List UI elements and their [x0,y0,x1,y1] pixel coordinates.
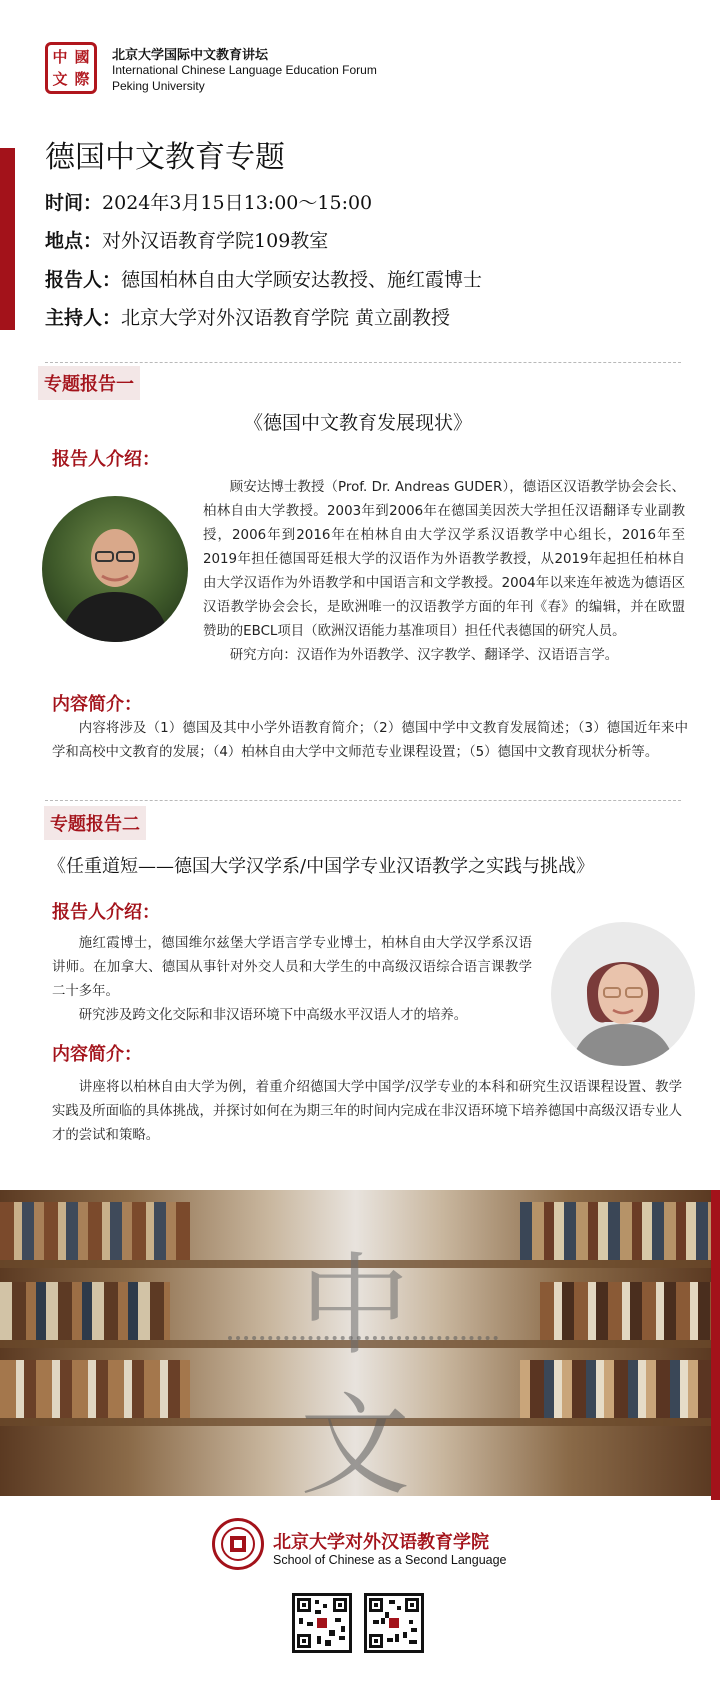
host-label: 主持人： [45,307,122,329]
event-host [45,303,450,330]
qr-code-icon [292,1593,352,1653]
logo-char: 文 [52,70,68,88]
report1-tag: 专题报告一 [38,366,140,400]
forum-name-en-line1: International Chinese Language Education Forum [112,63,377,77]
event-time [45,188,372,215]
right-accent-bar [711,1190,720,1500]
speaker2-photo [551,922,695,1066]
report2-bio [52,932,532,1028]
report1-bio [203,476,685,668]
speaker1-photo [42,496,188,642]
event-place [45,226,328,253]
report2-summary-heading: 内容简介： [52,1044,142,1065]
event-speaker [45,265,482,292]
logo-char: 國 [74,48,90,66]
school-name-cn: 北京大学对外汉语教育学院 [273,1532,489,1553]
page-title: 德国中文教育专题 [45,140,285,175]
report2-title: 《任重道短——德国大学汉学系/中国学专业汉语教学之实践与挑战》 [48,856,595,877]
speaker-value: 德国柏林自由大学顾安达教授、施红霞博士 [121,269,483,291]
qr-code-icon [364,1593,424,1653]
place-value: 对外汉语教育学院109教室 [102,230,329,252]
logo-char: 中 [52,48,68,66]
report2-summary-text: 讲座将以柏林自由大学为例，着重介绍德国大学中国学/汉学专业的本科和研究生汉语课程设置、教学实践及所面临的具体挑战，并探讨如何在为期三年的时间内完成在非汉语环境下培养德国中高级汉语专业人才的尝试和策略。 [52,1080,682,1143]
banner-char-wen: 文 [300,1382,410,1496]
banner-char-zhong: 中 [300,1242,410,1370]
report1-bio-text: 顾安达博士教授（Prof. Dr. Andreas GUDER），德语区汉语教学协会会长、柏林自由大学教授。2003年到2006年在德国美因茨大学担任汉语翻译专业副教授，2006年到2016年在柏林自由大学汉学系汉语教学中心组长，2016年至2019年担任德国哥廷根大学的汉语作为外语教学教授，从2019年起担任柏林自由大学汉语作为外语教学和中国语言和文学教授。2004年以来连年被选为德语区汉语教学协会会长，是欧洲唯一的汉语教学方面的年刊《春》的编辑，并在欧盟赞助的EBCL项目（欧洲汉语能力基准项目）担任代表德国的研究人员。 [203,480,685,639]
report2-bio-text: 施红霞博士，德国维尔兹堡大学语言学专业博士，柏林自由大学汉学系汉语讲师。在加拿大、德国从事针对外交人员和大学生的中高级汉语综合语言课教学二十多年。 [52,936,532,999]
report2-tag: 专题报告二 [44,806,146,840]
left-accent-bar [0,148,15,330]
forum-name-cn: 北京大学国际中文教育讲坛 [112,48,269,63]
report1-bio-heading: 报告人介绍： [52,449,160,470]
forum-logo [45,42,97,94]
speaker-label: 报告人： [45,269,122,291]
host-value: 北京大学对外汉语教育学院 黄立副教授 [121,307,451,329]
report1-title: 《德国中文教育发展现状》 [244,412,473,434]
banner-brush-stroke [228,1336,498,1340]
school-name-en: School of Chinese as a Second Language [273,1553,507,1567]
report1-research: 研究方向：汉语作为外语教学、汉字教学、翻译学、汉语语言学。 [229,648,619,663]
report2-summary [52,1076,682,1148]
divider [45,800,681,801]
report2-bio-heading: 报告人介绍： [52,902,160,923]
report1-summary-heading: 内容简介： [52,694,142,715]
forum-name-en-line2: Peking University [112,79,205,93]
report1-summary-text: 内容将涉及（1）德国及其中小学外语教育简介；（2）德国中学中文教育发展简述；（3）德国近年来中学和高校中文教育的发展；（4）柏林自由大学中文师范专业课程设置；（5）德国中文教育现状分析等。 [52,721,688,760]
report1-summary [52,717,688,765]
forum-name-en [112,62,377,94]
report2-research: 研究涉及跨文化交际和非汉语环境下中高级水平汉语人才的培养。 [78,1008,468,1023]
logo-char: 際 [74,70,90,88]
place-label: 地点： [45,230,103,252]
time-label: 时间： [45,192,103,214]
time-value: 2024年3月15日13:00～15:00 [102,192,373,214]
library-banner [0,1190,711,1496]
university-seal-icon [212,1518,264,1570]
divider [45,362,681,363]
